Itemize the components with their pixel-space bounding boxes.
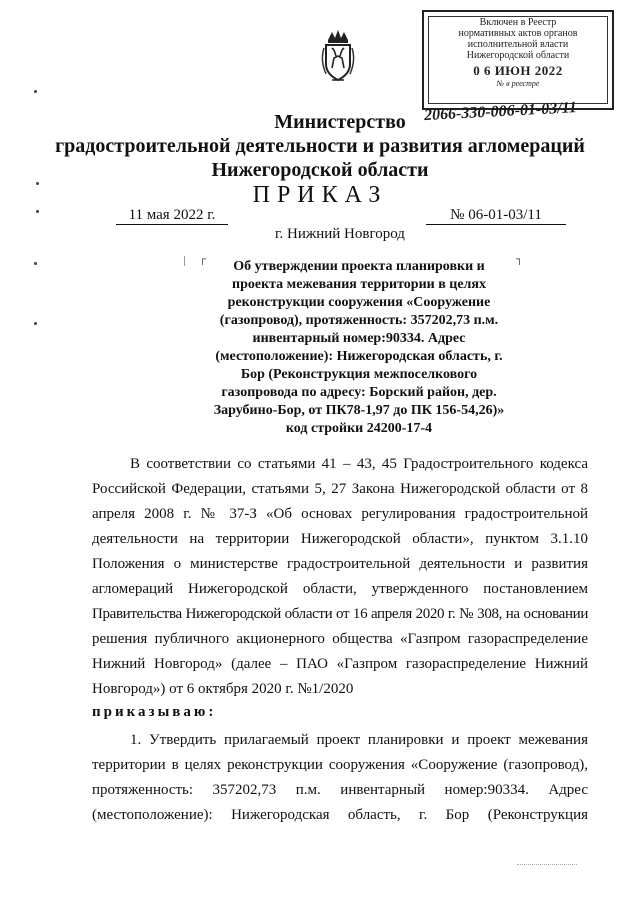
registry-stamp <box>422 10 614 110</box>
ministry-line-3: Нижегородской области <box>211 159 429 181</box>
document-city: г. Нижний Новгород <box>275 226 405 242</box>
document-subject <box>200 258 518 438</box>
scan-dot <box>34 90 37 93</box>
subject-line: проекта межевания территории в целях <box>232 277 486 292</box>
document-type: ПРИКАЗ <box>252 182 388 208</box>
subject-line: Бор (Реконструкция межпоселкового <box>240 367 478 382</box>
body-line: Положения о министерстве градостроительной деятельности и развития <box>92 556 588 572</box>
stamp-line: нормативных актов органов <box>458 28 578 39</box>
stamp-date: 0 6 ИЮН 2022 <box>473 63 563 78</box>
scan-dot <box>36 182 39 185</box>
item-line: территории в целях реконструкции сооружения «Сооружение (газопровод), <box>92 757 588 773</box>
body-line: агломераций Нижегородской области, утвержденного постановлением <box>92 581 588 597</box>
stamp-line: Включен в Реестр <box>479 17 557 28</box>
corner-mark-right: ┐ <box>516 254 524 265</box>
scan-mark <box>184 256 185 266</box>
body-line: решения публичного акционерного общества «Газпром газораспределение <box>92 631 588 647</box>
subject-line: (газопровод), протяженность: 357202,73 п.м. <box>219 313 499 328</box>
item-line: протяженность: 357202,73 п.м. инвентарный номер:90334. Адрес <box>92 782 588 798</box>
body-line: апреля 2008 г. № 37-З «Об основах регулирования градостроительной <box>92 506 588 522</box>
subject-line: газопровода по адресу: Борский район, дер. <box>221 385 497 400</box>
subject-line: Зарубино-Бор, от ПК78-1,97 до ПК 156-54,26)» <box>213 403 505 418</box>
scan-dot <box>36 210 39 213</box>
corner-mark-left: ┌ <box>199 254 207 265</box>
stamp-registry-label: № в реестре <box>496 79 540 88</box>
ministry-line-1: Министерство <box>274 111 406 133</box>
scan-dot <box>34 322 37 325</box>
ministry-header <box>0 110 640 182</box>
stamp-line: Нижегородской области <box>466 50 570 61</box>
subject-line: инвентарный номер:90334. Адрес <box>252 331 466 346</box>
stamp-line: исполнительной власти <box>467 39 569 50</box>
body-line: Нижний Новгород» (далее – ПАО «Газпром газораспределение Нижний <box>92 656 588 672</box>
registry-number-handwritten: 2066-330-006-01-03/11 <box>423 99 578 125</box>
subject-line: реконструкции сооружения «Сооружение <box>227 295 491 310</box>
ministry-line-2: градостроительной деятельности и развития агломераций <box>55 135 585 157</box>
subject-line: код стройки 24200-17-4 <box>285 421 433 436</box>
order-word: приказываю: <box>92 704 217 720</box>
body-line: Правительства Нижегородской области от 16 апреля 2020 г. № 308, на основании <box>92 606 588 622</box>
item-1-paragraph <box>92 728 588 828</box>
body-line: деятельности на территории Нижегородской области», пунктом 3.1.10 <box>92 531 588 547</box>
item-line: (местоположение): Нижегородская область, г. Бор (Реконструкция <box>92 807 588 823</box>
registry-stamp-inner <box>428 16 608 104</box>
body-line: Новгород») от 6 октября 2020 г. №1/2020 <box>92 681 354 697</box>
item-line: 1. Утвердить прилагаемый проект планировки и проект межевания <box>130 732 588 748</box>
body-line: В соответствии со статьями 41 – 43, 45 Градостроительного кодекса <box>130 456 588 472</box>
body-paragraph <box>92 452 588 702</box>
coat-of-arms-icon <box>318 28 358 84</box>
scan-mark <box>517 864 577 871</box>
body-line: Российской Федерации, статьями 5, 27 Закона Нижегородской области от 8 <box>92 481 588 497</box>
scan-dot <box>34 262 37 265</box>
document-date: 11 мая 2022 г. <box>116 207 228 225</box>
subject-line: Об утверждении проекта планировки и <box>233 259 485 274</box>
document-number: № 06-01-03/11 <box>426 207 566 225</box>
subject-line: (местоположение): Нижегородская область, г. <box>215 349 503 364</box>
